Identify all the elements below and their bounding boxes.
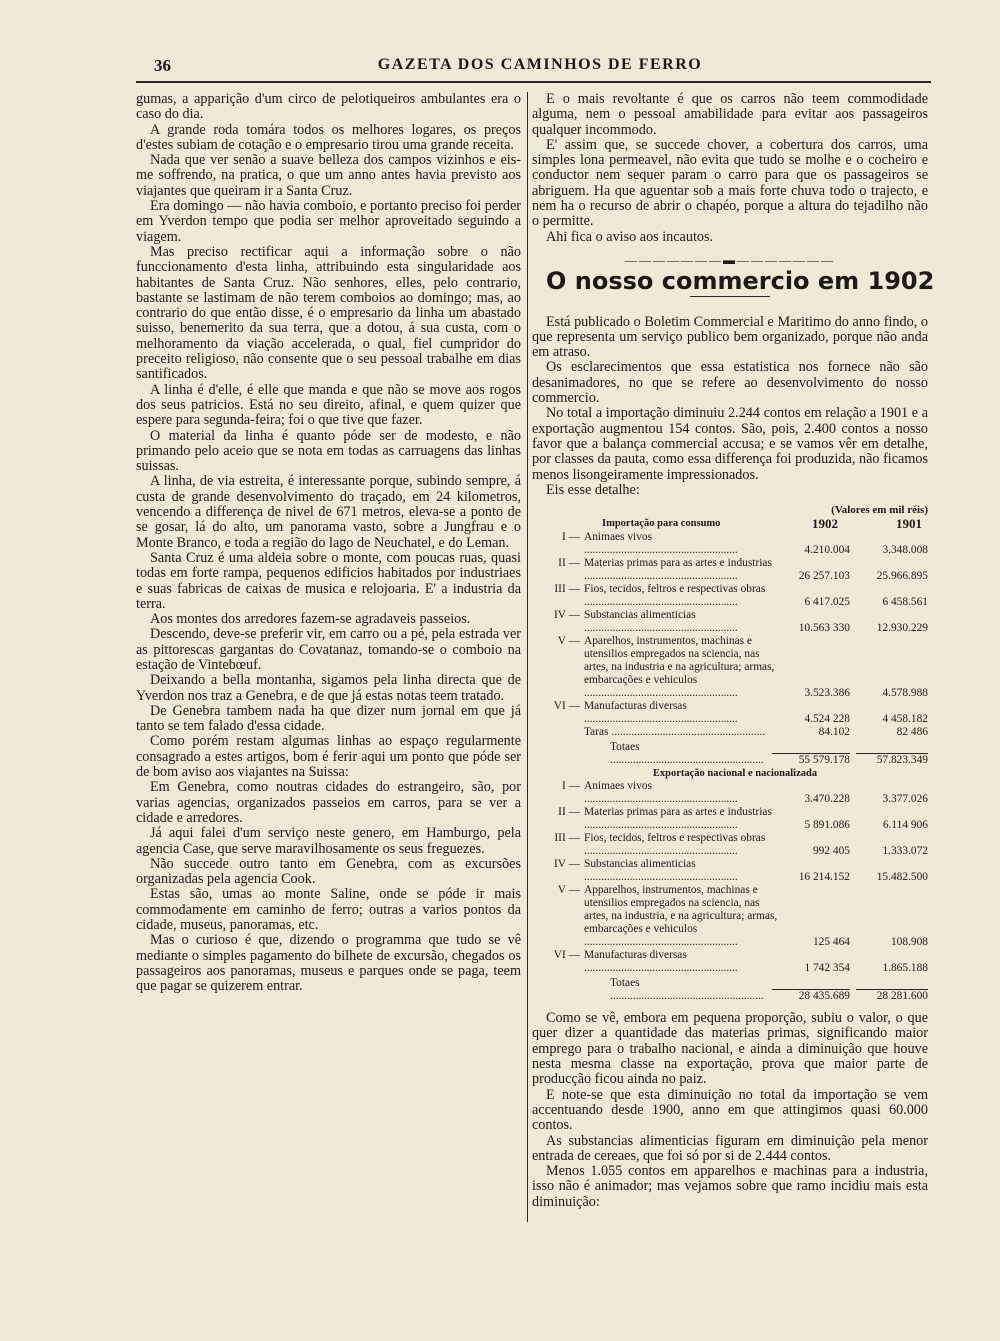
article-paragraph: E note-se que esta diminuição no total da importação se vem accentuando desde 1900, anno em que attingimos quasi 60.000 contos. xyxy=(532,1086,928,1134)
table-row xyxy=(532,858,928,884)
import-section-title: Importação para consumo xyxy=(602,518,721,530)
export-section-title: Exportação nacional e nacionalizada xyxy=(652,768,818,780)
export-rows xyxy=(532,780,928,975)
import-total-1901: 57.823.349 xyxy=(856,753,928,767)
row-number: VI — xyxy=(553,949,580,962)
journal-title: GAZETA DOS CAMINHOS DE FERRO xyxy=(377,56,703,73)
row-label: Apparelhos, instrumentos, machinas e utensilios empregados na sciencia, nas artes, na industria, e na agricultura; armas, embarcações e vehiculos ..... xyxy=(584,884,778,949)
row-label: Animaes vivos ..... xyxy=(584,780,778,806)
table-row xyxy=(532,700,928,726)
table-row xyxy=(532,884,928,949)
value-1902: 992 405 xyxy=(812,845,850,858)
article-paragraph: Como se vê, embora em pequena proporção, subiu o valor, o que quer dizer a quantidade das materias primas, significando maior emprego para o trabalho nacional, e ainda a diminuição que houve nesta mesma classe na exportação, prova que maior parte de producção ficou ainda no paiz. xyxy=(532,1010,928,1088)
table-row xyxy=(532,635,928,700)
value-1902: 1 742 354 xyxy=(804,962,850,975)
table-row xyxy=(532,609,928,635)
value-1902: 16 214.152 xyxy=(798,871,850,884)
row-number: I — xyxy=(561,531,580,544)
row-label: Manufacturas diversas ..... xyxy=(584,700,778,726)
row-number: III — xyxy=(554,583,580,596)
value-1901: 6 458.561 xyxy=(882,596,928,609)
article-paragraph: Os esclarecimentos que essa estatistica nos fornece não são desanimadores, no que se refere ao desenvolvimento do nosso commercio. xyxy=(532,359,928,407)
year-1901-header: 1901 xyxy=(896,516,922,532)
right-paragraph: E' assim que, se succede chover, a cobertura dos carros, uma simples lona permeavel, não evita que tudo se molhe e o cocheiro e conductor nem sequer param o carro para que os passageiros se abriguem. Ha que aguentar sob a mais forte chuva todo o trajecto, e nem ha o recurso de abrir o chapéo, porque a altura do tejadilho não o permitte. xyxy=(532,136,928,230)
table-row xyxy=(532,557,928,583)
left-paragraph: Aos montes dos arredores fazem-se agradaveis passeios. xyxy=(150,611,471,628)
page-number: 36 xyxy=(154,56,171,75)
row-label: Substancias alimenticias ..... xyxy=(584,858,778,884)
value-1902: 6 417.025 xyxy=(804,596,850,609)
value-1901: 15.482.500 xyxy=(876,871,928,884)
row-number: V — xyxy=(557,635,580,648)
value-1901: 4.578.988 xyxy=(882,687,928,700)
right-paragraph: Ahi fica o aviso aos incautos. xyxy=(546,228,714,245)
import-total-row xyxy=(532,741,928,767)
import-rows xyxy=(532,531,928,739)
export-total-1902: 28 435.689 xyxy=(772,989,850,1003)
left-paragraph: Deixando a bella montanha, sigamos pela linha directa que de Yverdon nos traz a Genebra, e de que já estas notas teem tratado. xyxy=(136,672,521,704)
row-number: I — xyxy=(561,780,580,793)
page-header xyxy=(150,52,930,78)
row-label: Taras ..... xyxy=(584,726,778,739)
row-number: V — xyxy=(557,884,580,897)
left-paragraph: Mas o curioso é que, dizendo o programma que tudo se vê mediante o simples pagamento do bilhete de excursão, chegados os passageiros aos panoramas, museus e parques onde se paga, teem que pagar se quizerem entrar. xyxy=(136,932,521,995)
table-row xyxy=(532,832,928,858)
table-row xyxy=(532,780,928,806)
value-1902: 5 891.086 xyxy=(804,819,850,832)
title-rule xyxy=(690,296,770,297)
trade-statistics-table xyxy=(532,504,928,1003)
table-row xyxy=(532,949,928,975)
value-1901: 82 486 xyxy=(896,726,928,739)
row-label: Fios, tecidos, feltros e respectivas obras ..... xyxy=(584,583,778,609)
left-paragraph: A linha é d'elle, é elle que manda e que não se move aos rogos dos seus patricios. Está no seu direito, afinal, e quem quizer que espere para segunda-feira; foi o que tive que fazer. xyxy=(136,381,521,429)
row-label: Substancias alimenticias ..... xyxy=(584,609,778,635)
article-title: O nosso commercio em 1902 xyxy=(546,267,935,296)
left-paragraph: A grande roda tomára todos os melhores logares, os preços d'estes subiam de cotação e o empresario tirou uma grande receita. xyxy=(136,121,521,153)
right-paragraph: E o mais revoltante é que os carros não teem commodidade alguma, nem o pessoal amabilidade para evitar aos passageiros qualquer incommodo. xyxy=(532,91,928,138)
left-paragraph: Nada que ver senão a suave belleza dos campos vizinhos e eis-me soffrendo, na pratica, o que um anno antes havia previsto aos viajantes que queiram ir a Santa Cruz. xyxy=(136,152,521,199)
section-ornament: ———————▬——————— xyxy=(625,252,835,267)
left-paragraph: Santa Cruz é uma aldeia sobre o monte, com poucas ruas, quasi todas em forte rampa, pequenos edificios habitados por industriaes e suas fabricas de caixas de musica e relojoaria. E' a industria da terra. xyxy=(136,549,521,612)
article-paragraph: Menos 1.055 contos em apparelhos e machinas para a industria, isso não é animador; mas vejamos sobre que ramo incidiu mais esta diminuição: xyxy=(532,1163,928,1210)
value-1902: 3.470.228 xyxy=(804,793,850,806)
table-row xyxy=(532,806,928,832)
left-paragraph: De Genebra tambem nada ha que dizer num jornal em que já tanto se tem falado d'essa cidade. xyxy=(136,702,521,735)
value-1901: 4 458.182 xyxy=(882,713,928,726)
right-column xyxy=(532,91,935,1210)
row-number: IV — xyxy=(553,858,580,871)
table-header-row xyxy=(532,517,928,531)
left-paragraph: Era domingo — não havia comboio, e portanto preciso foi perder em Yverdon tempo que podia ser melhor aproveitado seguindo a viagem. xyxy=(136,198,521,245)
left-paragraph: gumas, a apparição d'um circo de pelotiqueiros ambulantes era o caso do dia. xyxy=(136,91,521,123)
value-1901: 25.966.895 xyxy=(876,570,928,583)
article-paragraph: No total a importação diminuiu 2.244 contos em relação a 1901 e a exportação augmentou 154 contos. São, pois, 2.400 contos a nosso favor que a balança commercial accusa; e se vamos vêr em detalhe, por classes da pauta, como essa differença foi produzida, não ficamos menos lisongeiramente impressionados. xyxy=(532,405,928,483)
value-1902: 4.210.004 xyxy=(804,544,850,557)
left-column xyxy=(136,92,521,995)
export-total-label: Totaes ..... xyxy=(610,977,778,1003)
table-row xyxy=(532,531,928,557)
value-1902: 4.524 228 xyxy=(804,713,850,726)
left-paragraph: O material da linha é quanto póde ser de modesto, e não primando pelo aceio que se nota em todas as carruagens das linhas suissas. xyxy=(136,427,521,475)
value-1902: 26 257.103 xyxy=(798,570,850,583)
article-paragraph: Eis esse detalhe: xyxy=(546,481,640,498)
row-number: II — xyxy=(558,806,580,819)
row-label: Materias primas para as artes e industrias ..... xyxy=(584,806,778,832)
column-divider xyxy=(527,92,528,1222)
left-paragraph: A linha, de via estreita, é interessante porque, subindo sempre, á custa de grande desenvolvimento do traçado, em 24 kilometros, vencendo a differença de nivel de 671 metros, eleva-se a ponto de se gosar, lá do alto, um panorama vasto, sobre a Jungfrau e o Monte Branco, e toda a região do lago de Neuchatel, e do Leman. xyxy=(136,473,521,551)
left-paragraph: Mas preciso rectificar aqui a informação sobre o não funccionamento d'esta linha, attribuindo esta singularidade aos habitantes de Santa Cruz. Não senhores, elles, pelo contrario, bastante se lastimam de não terem comboios ao domingo; mas, ao contrario do que então disse, é o empresario da linha um abastado suisso, benemerito da sua terra, que a dotou, á sua custa, com o melhoramento da viação accelerada, o qual, fiel cumpridor do preceito religioso, não consente que o seu pessoal trabalhe em dias santificados. xyxy=(136,243,521,383)
value-1901: 6.114 906 xyxy=(882,819,928,832)
import-total-label: Totaes ..... xyxy=(610,741,778,767)
units-note: (Valores em mil réis) xyxy=(831,504,928,517)
table-row xyxy=(532,726,928,739)
row-label: Aparelhos, instrumentos, machinas e utensilios empregados na sciencia, nas artes, na industria e na agricultura; armas, embarcações e vehiculos ..... xyxy=(584,635,778,700)
row-number: II — xyxy=(558,557,580,570)
value-1902: 10.563 330 xyxy=(798,622,850,635)
left-paragraph: Descendo, deve-se preferir vir, em carro ou a pé, pela estrada ver as pittorescas gargantas do Covatanaz, tomando-se o comboio na estação de Vintebœuf. xyxy=(136,626,521,673)
value-1902: 3.523.386 xyxy=(804,687,850,700)
article-paragraph: Está publicado o Boletim Commercial e Maritimo do anno findo, o que representa um serviço publico bem organizado, porque não anda em atraso. xyxy=(532,313,928,361)
value-1901: 1.333.072 xyxy=(882,845,928,858)
value-1902: 84.102 xyxy=(818,726,850,739)
left-paragraph: Já aqui falei d'um serviço neste genero, em Hamburgo, pela agencia Case, que serve maravilhosamente os seus freguezes. xyxy=(136,825,521,857)
export-total-1901: 28 281.600 xyxy=(856,989,928,1003)
table-row xyxy=(532,583,928,609)
value-1901: 3.377.026 xyxy=(882,793,928,806)
row-number: VI — xyxy=(553,700,580,713)
import-total-1902: 55 579.178 xyxy=(772,753,850,767)
header-rule xyxy=(136,81,931,83)
row-number: III — xyxy=(554,832,580,845)
value-1901: 1.865.188 xyxy=(882,962,928,975)
left-paragraph: Não succede outro tanto em Genebra, com as excursões organizadas pela agencia Cook. xyxy=(136,855,521,888)
value-1902: 125 464 xyxy=(812,936,850,949)
value-1901: 12.930.229 xyxy=(876,622,928,635)
value-1901: 108.908 xyxy=(890,936,928,949)
export-total-row xyxy=(532,977,928,1003)
value-1901: 3.348.008 xyxy=(882,544,928,557)
left-paragraph: Como porém restam algumas linhas ao espaço regularmente consagrado a estes artigos, bom é ferir aqui um ponto que póde ser de bom aviso aos viajantes na Suissa: xyxy=(136,733,521,781)
row-label: Fios, tecidos, feltros e respectivas obras ..... xyxy=(584,832,778,858)
row-label: Materias primas para as artes e industrias ..... xyxy=(584,557,778,583)
row-label: Manufacturas diversas ..... xyxy=(584,949,778,975)
article-paragraph: As substancias alimenticias figuram em diminuição pela menor entrada de cereaes, que foi só por si de 2.444 contos. xyxy=(532,1132,928,1164)
row-number: IV — xyxy=(553,609,580,622)
left-paragraph: Em Genebra, como noutras cidades do estrangeiro, são, por varias agencias, organizados passeios em carros, para se ver a cidade e arredores. xyxy=(136,779,521,826)
row-label: Animaes vivos ..... xyxy=(584,531,778,557)
year-1902-header: 1902 xyxy=(812,516,838,532)
left-paragraph: Estas são, umas ao monte Saline, onde se póde ir mais commodamente em caminho de ferro; outras a varios pontos da cidade, museus, panoramas, etc. xyxy=(136,886,521,934)
